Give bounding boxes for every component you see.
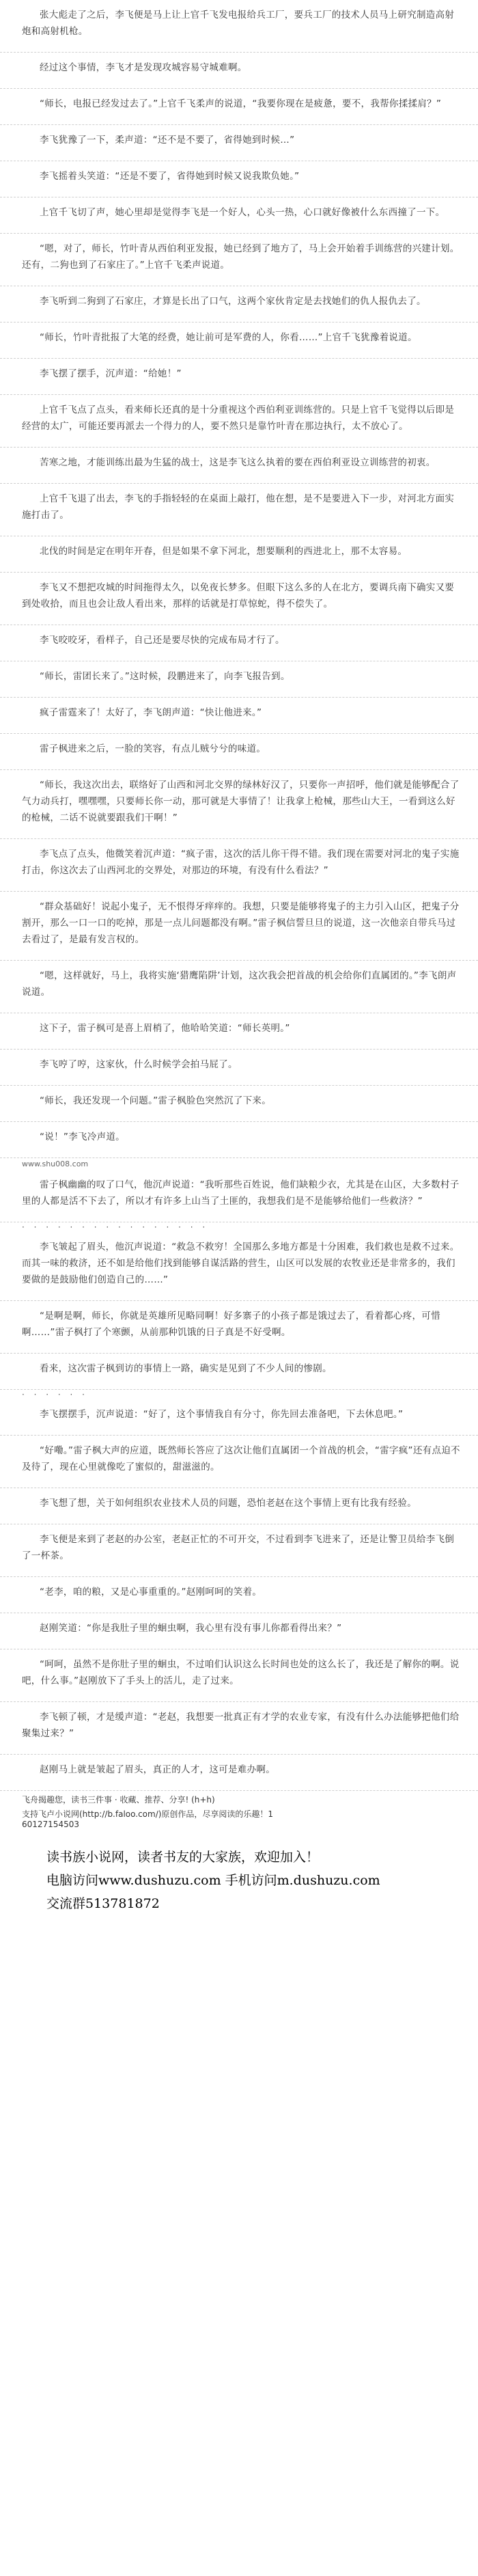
paragraph-text: 上官千飞点了点头，看来师长还真的是十分重视这个西伯利亚训练营的。只是上官千飞觉得以后即是经营的太广，可能还要再派去一个得力的人，要不然只是靠竹叶青在那边执行，太不放心了。 — [22, 405, 455, 432]
paragraph-text: 上官千飞切了声，她心里却是觉得李飞是一个好人，心头一热，心口就好像被什么东西撞了一下。 — [40, 207, 445, 218]
paragraph — [0, 536, 478, 573]
paragraph-text: 李飞犹豫了一下，柔声道：“还不是不要了，省得她到时候…” — [40, 135, 295, 146]
paragraph-text: “嗯，对了，师长，竹叶青从西伯利亚发报，她已经到了地方了，马上会开始着手训练营的兴建计划。还有，二狗也到了石家庄了。”上官千飞柔声说道。 — [22, 243, 460, 271]
paragraph — [0, 1488, 478, 1524]
paragraph-text: “群众基础好！说起小鬼子，无不恨得牙痒痒的。我想，只要是能够将鬼子的主力引入山区，把鬼子分割开，那么一口一口的吃掉，那是一点儿问题都没有啊。”雷子枫信誓旦旦的说道，这一次他亲自带兵马过去看过了，是最有发言权的。 — [22, 901, 460, 945]
paragraph-text: 李飞摇着头笑道：“还是不要了，省得她到时候又说我欺负她。” — [40, 171, 300, 182]
paragraph — [0, 234, 478, 286]
paragraph-text: 这下子，雷子枫可是喜上眉梢了，他哈哈笑道：“师长英明。” — [40, 1023, 290, 1034]
paragraph — [0, 625, 478, 661]
paragraph-text: “呵呵，虽然不是你肚子里的蛔虫，不过咱们认识这么长时间也处的这么长了，我还是了解你的啊。说吧，什么事。”赵刚放下了手头上的活儿，走了过来。 — [22, 1659, 460, 1686]
paragraph — [0, 286, 478, 323]
paragraph — [0, 1755, 478, 1791]
paragraph — [0, 448, 478, 484]
paragraph-text: 李飞听到二狗到了石家庄，才算是长出了口气，这两个家伙肯定是去找她们的仇人报仇去了。 — [40, 296, 426, 307]
separator-dots: · · · · · · — [22, 1390, 88, 1399]
paragraph — [0, 1577, 478, 1613]
paragraph — [0, 1702, 478, 1755]
paragraph — [0, 1436, 478, 1488]
paragraph — [0, 359, 478, 395]
footer-support-line: 支持飞卢小说网(http://b.faloo.com/)原创作品，尽享阅读的乐趣！1 — [22, 1809, 274, 1819]
paragraph — [0, 1354, 478, 1390]
paragraph — [0, 734, 478, 770]
paragraph-text: 李飞哼了哼，这家伙，什么时候学会拍马屁了。 — [40, 1059, 238, 1070]
paragraph-text: “师长，电报已经发过去了。”上官千飞柔声的说道，“我要你现在是疲惫，要不，我帮你揉揉肩？” — [40, 98, 442, 109]
paragraph-text: “师长，雷团长来了。”这时候，段鹏进来了，向李飞报告到。 — [40, 671, 290, 682]
paragraph-text: 苦寒之地，才能训练出最为生猛的战士，这是李飞这么执着的要在西伯利亚设立训练营的初衷。 — [40, 457, 436, 468]
paragraph — [0, 395, 478, 448]
paragraph — [0, 892, 478, 961]
paragraph — [0, 1399, 478, 1436]
paragraph-text: 张大彪走了之后，李飞便是马上让上官千飞发电报给兵工厂，要兵工厂的技术人员马上研究制造高射炮和高射机枪。 — [22, 10, 455, 37]
separator-dots: · · · · · · · · · · · · · · · · — [22, 1222, 209, 1232]
paragraph — [0, 839, 478, 892]
paragraph — [0, 1649, 478, 1702]
paragraph-text: 北伐的时间是定在明年开春，但是如果不拿下河北，想要顺利的西进北上，那不太容易。 — [40, 546, 408, 557]
paragraph-text: “好嘞。”雷子枫大声的应道，既然师长答应了这次让他们直属团一个首战的机会，“雷字疯”还有点迫不及待了，现在心里就像吃了蜜似的，甜滋滋的。 — [22, 1445, 460, 1472]
paragraph-text: 李飞皱起了眉头，他沉声说道：“救急不救穷！全国那么多地方都是十分困难，我们救也是救不过来。而其一味的救济，还不如是给他们找到能够自谋活路的营生，山区可以发展的农牧业还是非常多的，我们要做的是鼓励他们创造自己的……” — [22, 1242, 460, 1285]
paragraph — [0, 1613, 478, 1649]
paragraph — [0, 197, 478, 234]
paragraph-text: “是啊是啊，师长，你就是英雄所见略同啊！好多寨子的小孩子都是饿过去了，看着都心疼，可惜啊……”雷子枫打了个寒颤，从前那种饥饿的日子真是不好受啊。 — [22, 1311, 440, 1338]
watermark-text: www.shu008.com — [22, 1160, 89, 1168]
promo-block — [0, 1835, 478, 1915]
paragraph — [0, 1086, 478, 1122]
paragraph — [0, 1170, 478, 1222]
paragraph-text: 经过这个事情，李飞才是发现攻城容易守城难啊。 — [40, 62, 247, 73]
paragraph-text: 疯子雷霆来了！太好了，李飞朗声道：“快让他进来。” — [40, 707, 262, 718]
paragraph-text: 李飞咬咬牙，看样子，自己还是要尽快的完成布局才行了。 — [40, 635, 285, 646]
paragraph — [0, 961, 478, 1013]
paragraph — [0, 0, 478, 53]
paragraph — [0, 770, 478, 839]
paragraph-text: 赵刚笑道：“你是我肚子里的蛔虫啊，我心里有没有事儿你都看得出来？” — [40, 1623, 342, 1634]
paragraph-text: “说！”李飞冷声道。 — [40, 1132, 125, 1142]
paragraph — [0, 1232, 478, 1301]
paragraph-text: “嗯，这样就好，马上，我将实施‘猎鹰陷阱’计划，这次我会把首战的机会给你们直属团的。”李飞朗声说道。 — [22, 970, 457, 998]
paragraph — [0, 1013, 478, 1050]
paragraph — [0, 161, 478, 197]
footer-id: 60127154503 — [22, 1820, 79, 1829]
paragraph-text: “师长，我还发现一个问题。”雷子枫脸色突然沉了下来。 — [40, 1095, 272, 1106]
paragraph-text: 李飞想了想，关于如何组织农业技术人员的问题，恐怕老赵在这个事情上更有比我有经验。 — [40, 1498, 417, 1509]
paragraph — [0, 1122, 478, 1158]
paragraph-text: “师长，我这次出去，联络好了山西和河北交界的绿林好汉了，只要你一声招呼，他们就是能够配合了气力动兵打，嘿嘿嘿，只要师长你一动，那可就是大事情了！让我拿上枪械，那些山大王，一看到这么好的枪械，二话不说就要跟我们干啊！” — [22, 780, 460, 823]
paragraph-text: 雷子枫进来之后，一脸的笑容，有点儿贼兮兮的味道。 — [40, 743, 266, 754]
paragraph — [0, 661, 478, 698]
paragraph-text: 看来，这次雷子枫到访的事情上一路，确实是见到了不少人间的惨剧。 — [40, 1363, 332, 1374]
paragraph-text: 上官千飞退了出去，李飞的手指轻轻的在桌面上敲打，他在想，是不是要进入下一步，对河北方面实施打击了。 — [22, 493, 455, 521]
promo-line-3: 交流群513781872 — [46, 1896, 160, 1911]
paragraph — [0, 1524, 478, 1577]
promo-line-1: 读书族小说网，读者书友的大家族，欢迎加入！ — [46, 1850, 320, 1865]
paragraph — [0, 89, 478, 125]
paragraph — [0, 53, 478, 89]
paragraph-text: 李飞点了点头，他微笑着沉声道：“疯子雷，这次的活儿你干得不错。我们现在需要对河北的鬼子实施打击，你这次去了山西河北的交界处，对那边的环境，有没有什么看法？” — [22, 849, 460, 876]
paragraph — [0, 323, 478, 359]
closing-line: 飞舟揭趣您，读书三件事 · 收藏、推荐、分享! (h+h) — [22, 1795, 215, 1805]
paragraph-text: 李飞又不想把攻城的时间拖得太久，以免夜长梦多。但眼下这么多的人在北方，要调兵南下确实又要到处收拾，而且也会让敌人看出来，那样的话就是打草惊蛇，得不偿失了。 — [22, 582, 455, 609]
paragraph-text: 李飞顿了顿，才是缓声道：“老赵，我想要一批真正有才学的农业专家，有没有什么办法能够把他们给聚集过来？” — [22, 1712, 460, 1739]
paragraph-text: 雷子枫幽幽的叹了口气，他沉声说道：“我听那些百姓说，他们缺粮少衣，尤其是在山区，大多数村子里的人都是活不下去了，所以才有许多上山当了土匪的，我想我们是不是能够给他们一些救济？” — [22, 1179, 460, 1207]
paragraph — [0, 573, 478, 625]
paragraph — [0, 698, 478, 734]
paragraph — [0, 1050, 478, 1086]
paragraph-text: 李飞便是来到了老赵的办公室，老赵正忙的不可开交，不过看到李飞进来了，还是让警卫员给李飞倒了一杯茶。 — [22, 1534, 455, 1561]
paragraph — [0, 1301, 478, 1354]
paragraph-text: 李飞摆摆手，沉声说道：“好了，这个事情我自有分寸，你先回去准备吧，下去休息吧。” — [40, 1409, 404, 1420]
promo-line-2: 电脑访问www.dushuzu.com 手机访问m.dushuzu.com — [46, 1873, 380, 1888]
paragraph-text: 李飞摆了摆手，沉声道：“给她！” — [40, 368, 182, 379]
paragraph-text: “老李，咱的粮，又是心事重重的。”赵刚呵呵的笑着。 — [40, 1587, 262, 1598]
paragraph — [0, 484, 478, 536]
paragraph — [0, 125, 478, 161]
paragraph-text: “师长，竹叶青批报了大笔的经费，她让前可是军费的人，你看……”上官千飞犹豫着说道。 — [40, 332, 417, 343]
paragraph-text: 赵刚马上就是皱起了眉头，真正的人才，这可是难办啊。 — [40, 1764, 275, 1775]
